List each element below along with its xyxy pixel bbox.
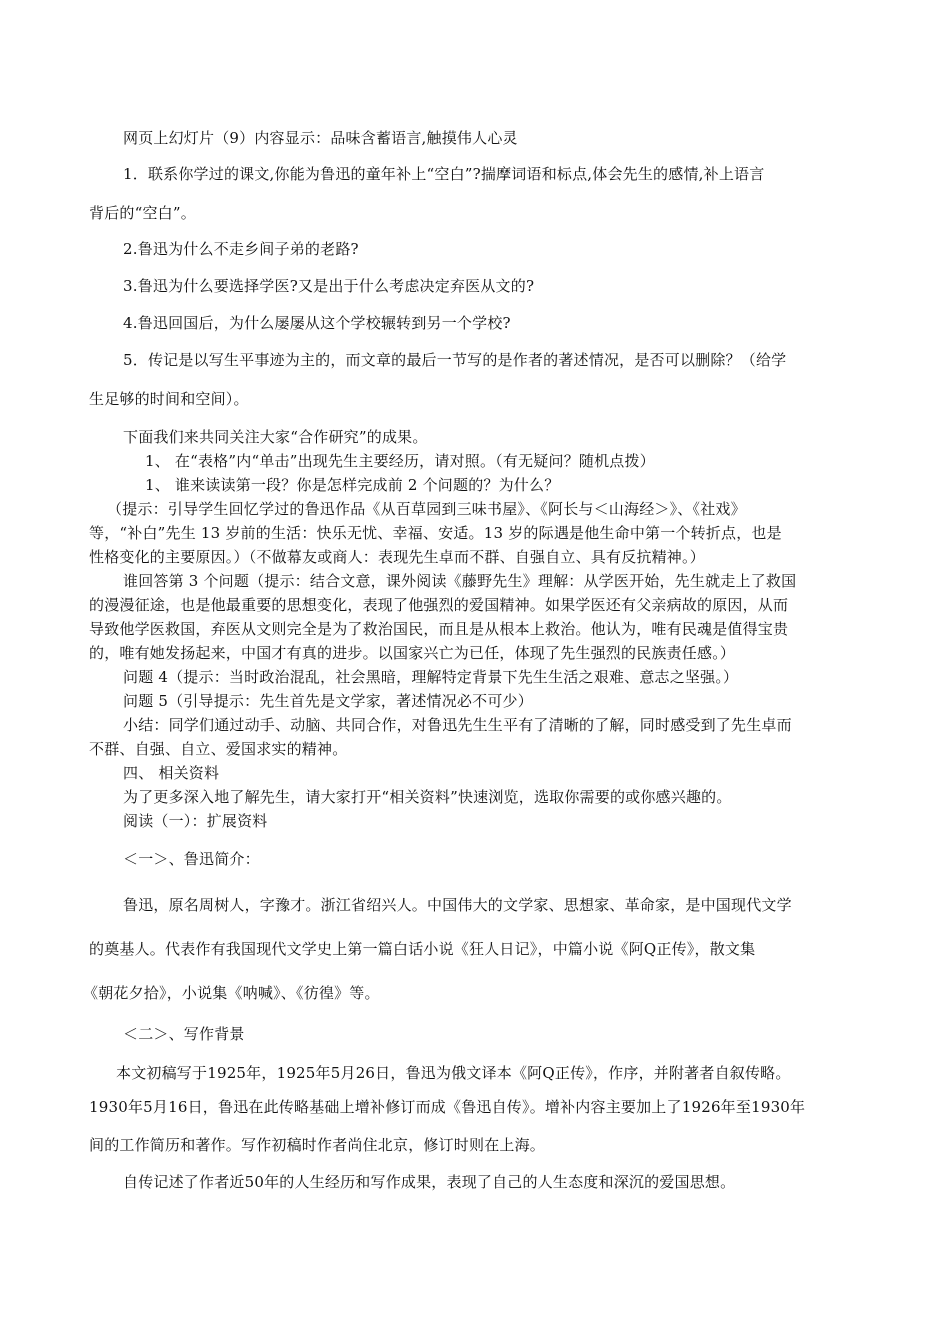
step-2: 1、 谁来读读第一段？你是怎样完成前 2 个问题的？为什么？ — [145, 476, 560, 494]
bio-line-1: 鲁迅，原名周树人，字豫才。浙江省绍兴人。中国伟大的文学家、思想家、革命家，是中国现代文学 — [123, 896, 792, 914]
question-1-line-1: 1．联系你学过的课文,你能为鲁迅的童年补上“空白”?揣摩词语和标点,体会先生的感情,补上语言 — [123, 165, 765, 183]
q4-hint: 问题 4（提示：当时政治混乱，社会黑暗，理解特定背景下先生生活之艰难、意志之坚强。） — [123, 668, 739, 686]
summary-line-1: 小结：同学们通过动手、动脑、共同合作，对鲁迅先生生平有了清晰的了解，同时感受到了先生卓而 — [123, 716, 792, 734]
reading-1-heading: 阅读（一）：扩展资料 — [123, 812, 268, 830]
summary-line-2: 不群、自强、自立、爱国求实的精神。 — [89, 740, 348, 758]
background-line-1: 本文初稿写于1925年，1925年5月26日，鲁迅为俄文译本《阿Q正传》，作序，并附著者自叙传略。 — [116, 1064, 791, 1082]
question-5-line-2: 生足够的时间和空间）。 — [89, 390, 249, 408]
bio-line-2: 的奠基人。代表作有我国现代文学史上第一篇白话小说《狂人日记》，中篇小说《阿Q正传》，散文集 — [89, 940, 756, 958]
hint-line-2: 等，“补白”先生 13 岁前的生活：快乐无忧、幸福、安适。13 岁的际遇是他生命中第一个转折点，也是 — [89, 524, 782, 542]
hint-line-3: 性格变化的主要原因。）（不做幕友或商人：表现先生卓而不群、自强自立、具有反抗精神。） — [89, 548, 705, 566]
q3-answer-line-1: 谁回答第 3 个问题（提示：结合文意，课外阅读《藤野先生》理解：从学医开始，先生就走上了救国 — [123, 572, 797, 590]
question-2: 2.鲁迅为什么不走乡间子弟的老路? — [123, 240, 359, 258]
question-3: 3.鲁迅为什么要选择学医?又是出于什么考虑决定弃医从文的? — [123, 277, 535, 295]
background-line-3: 间的工作简历和著作。写作初稿时作者尚住北京，修订时则在上海。 — [89, 1136, 546, 1154]
materials-intro: 为了更多深入地了解先生，请大家打开“相关资料”快速浏览，选取你需要的或你感兴趣的。 — [123, 788, 732, 806]
question-4: 4.鲁迅回国后，为什么屡屡从这个学校辗转到另一个学校? — [123, 314, 511, 332]
bio-heading: ＜一＞、鲁迅简介： — [123, 850, 260, 868]
bio-line-3: 《朝花夕拾》，小说集《呐喊》、《彷徨》等。 — [83, 984, 380, 1002]
q3-answer-line-4: 的，唯有她发扬起来，中国才有真的进步。以国家兴亡为已任，体现了先生强烈的民族责任感。） — [89, 644, 736, 662]
background-line-2: 1930年5月16日，鲁迅在此传略基础上增补修订而成《鲁迅自传》。增补内容主要加上了1926年至1930年 — [89, 1098, 806, 1116]
question-5-line-1: 5．传记是以写生平事迹为主的，而文章的最后一节写的是作者的著述情况，是否可以删除？（给学 — [123, 351, 787, 369]
hint-line-1: （提示：引导学生回忆学过的鲁迅作品《从百草园到三味书屋》、《阿长与＜山海经＞》、《社戏》 — [107, 500, 746, 518]
q5-hint: 问题 5（引导提示：先生首先是文学家，著述情况必不可少） — [123, 692, 533, 710]
background-heading: ＜二＞、写作背景 — [123, 1025, 245, 1043]
section-4-heading: 四、 相关资料 — [123, 764, 220, 782]
q3-answer-line-2: 的漫漫征途，也是他最重要的思想变化，表现了他强烈的爱国精神。如果学医还有父亲病故的原因，从而 — [89, 596, 789, 614]
step-1: 1、 在“表格”内“单击”出现先生主要经历，请对照。（有无疑问？随机点拨） — [145, 452, 655, 470]
slide-heading: 网页上幻灯片（9）内容显示：品味含蓄语言,触摸伟人心灵 — [123, 129, 518, 147]
cooperation-intro: 下面我们来共同关注大家“合作研究”的成果。 — [123, 428, 428, 446]
question-1-line-2: 背后的“空白”。 — [89, 204, 196, 222]
autobiography-summary: 自传记述了作者近50年的人生经历和写作成果，表现了自己的人生态度和深沉的爱国思想。 — [123, 1173, 736, 1191]
q3-answer-line-3: 导致他学医救国，弃医从文则完全是为了救治国民，而且是从根本上救治。他认为，唯有民魂是值得宝贵 — [89, 620, 789, 638]
